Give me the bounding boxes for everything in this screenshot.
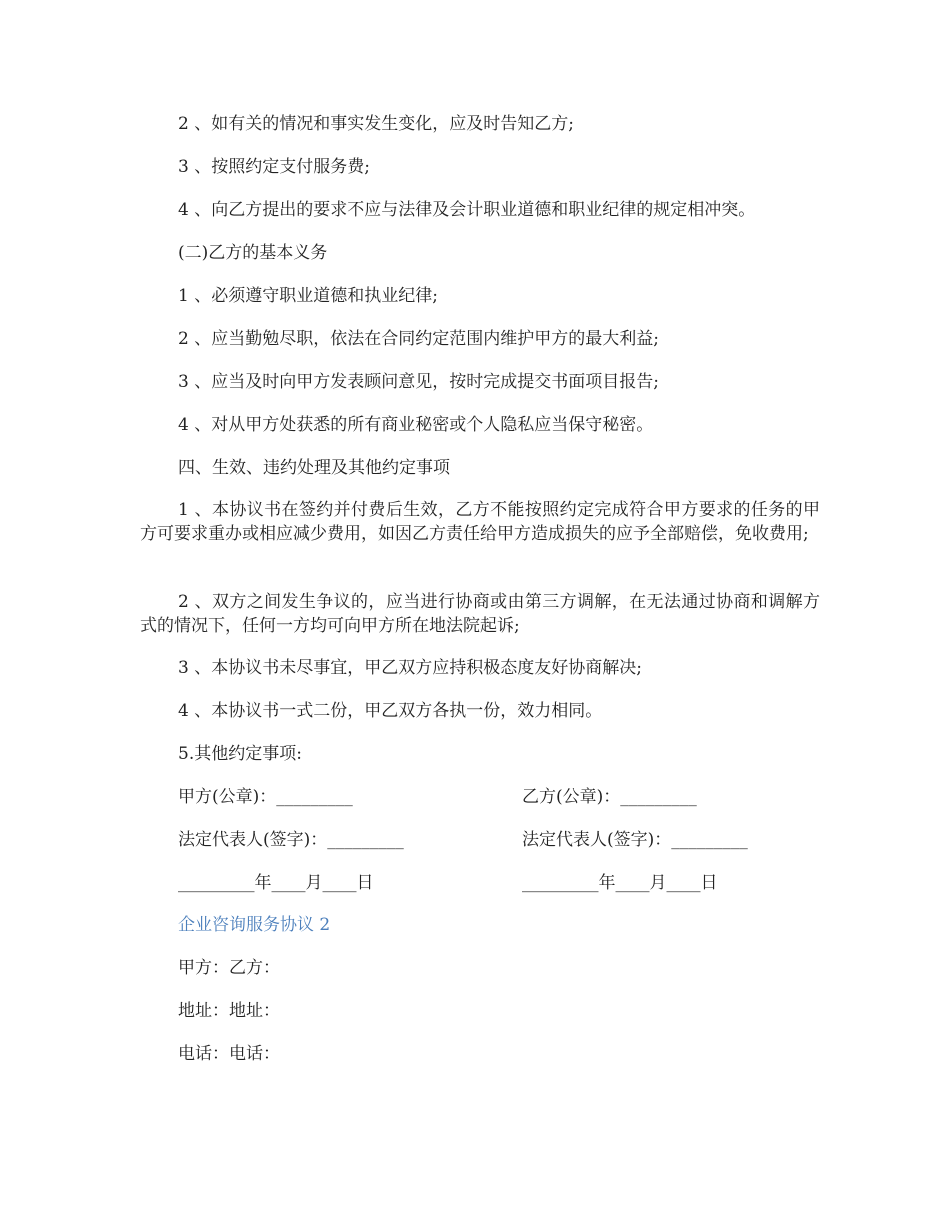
party-b-seal: 乙方(公章)：_________ [522,787,697,807]
clause-line: 4 、对从甲方处获悉的所有商业秘密或个人隐私应当保守秘密。 [178,415,654,435]
clause-line: 4 、本协议书一式二份，甲乙双方各执一份，效力相同。 [178,701,603,721]
clause-line: 5.其他约定事项: [178,744,302,764]
clause-line: 3 、按照约定支付服务费; [178,157,370,177]
clause-line: 2 、应当勤勉尽职，依法在合同约定范围内维护甲方的最大利益; [178,329,659,349]
clause-line: 4 、向乙方提出的要求不应与法律及会计职业道德和职业纪律的规定相冲突。 [178,200,756,220]
clause-line: 3 、本协议书未尽事宜，甲乙双方应持积极态度友好协商解决; [178,658,642,678]
party-a-seal: 甲方(公章)：_________ [178,787,353,807]
party-b-representative: 法定代表人(签字)：_________ [522,830,748,850]
party-a-date: _________年____月____日 [178,873,374,893]
party-names-line: 甲方：乙方： [178,958,280,978]
clause-line: 2 、如有关的情况和事实发生变化，应及时告知乙方; [178,114,574,134]
phone-line: 电话：电话： [178,1044,280,1064]
clause-paragraph: 2 、双方之间发生争议的，应当进行协商或由第三方调解，在无法通过协商和调解方式的情况下，任何一方均可向甲方所在地法院起诉; [140,592,820,636]
address-line: 地址：地址： [178,1001,280,1021]
section-heading: 四、生效、违约处理及其他约定事项 [178,458,450,478]
section-2-title: 企业咨询服务协议 2 [178,915,331,935]
party-a-representative: 法定代表人(签字)：_________ [178,830,404,850]
clause-line: 1 、必须遵守职业道德和执业纪律; [178,286,438,306]
clause-line: 3 、应当及时向甲方发表顾问意见，按时完成提交书面项目报告; [178,372,659,392]
party-b-date: _________年____月____日 [522,873,718,893]
clause-paragraph: 1 、本协议书在签约并付费后生效，乙方不能按照约定完成符合甲方要求的任务的甲方可要求重办或相应减少费用，如因乙方责任给甲方造成损失的应予全部赔偿，免收费用; [140,500,820,544]
section-heading: (二)乙方的基本义务 [178,243,328,263]
